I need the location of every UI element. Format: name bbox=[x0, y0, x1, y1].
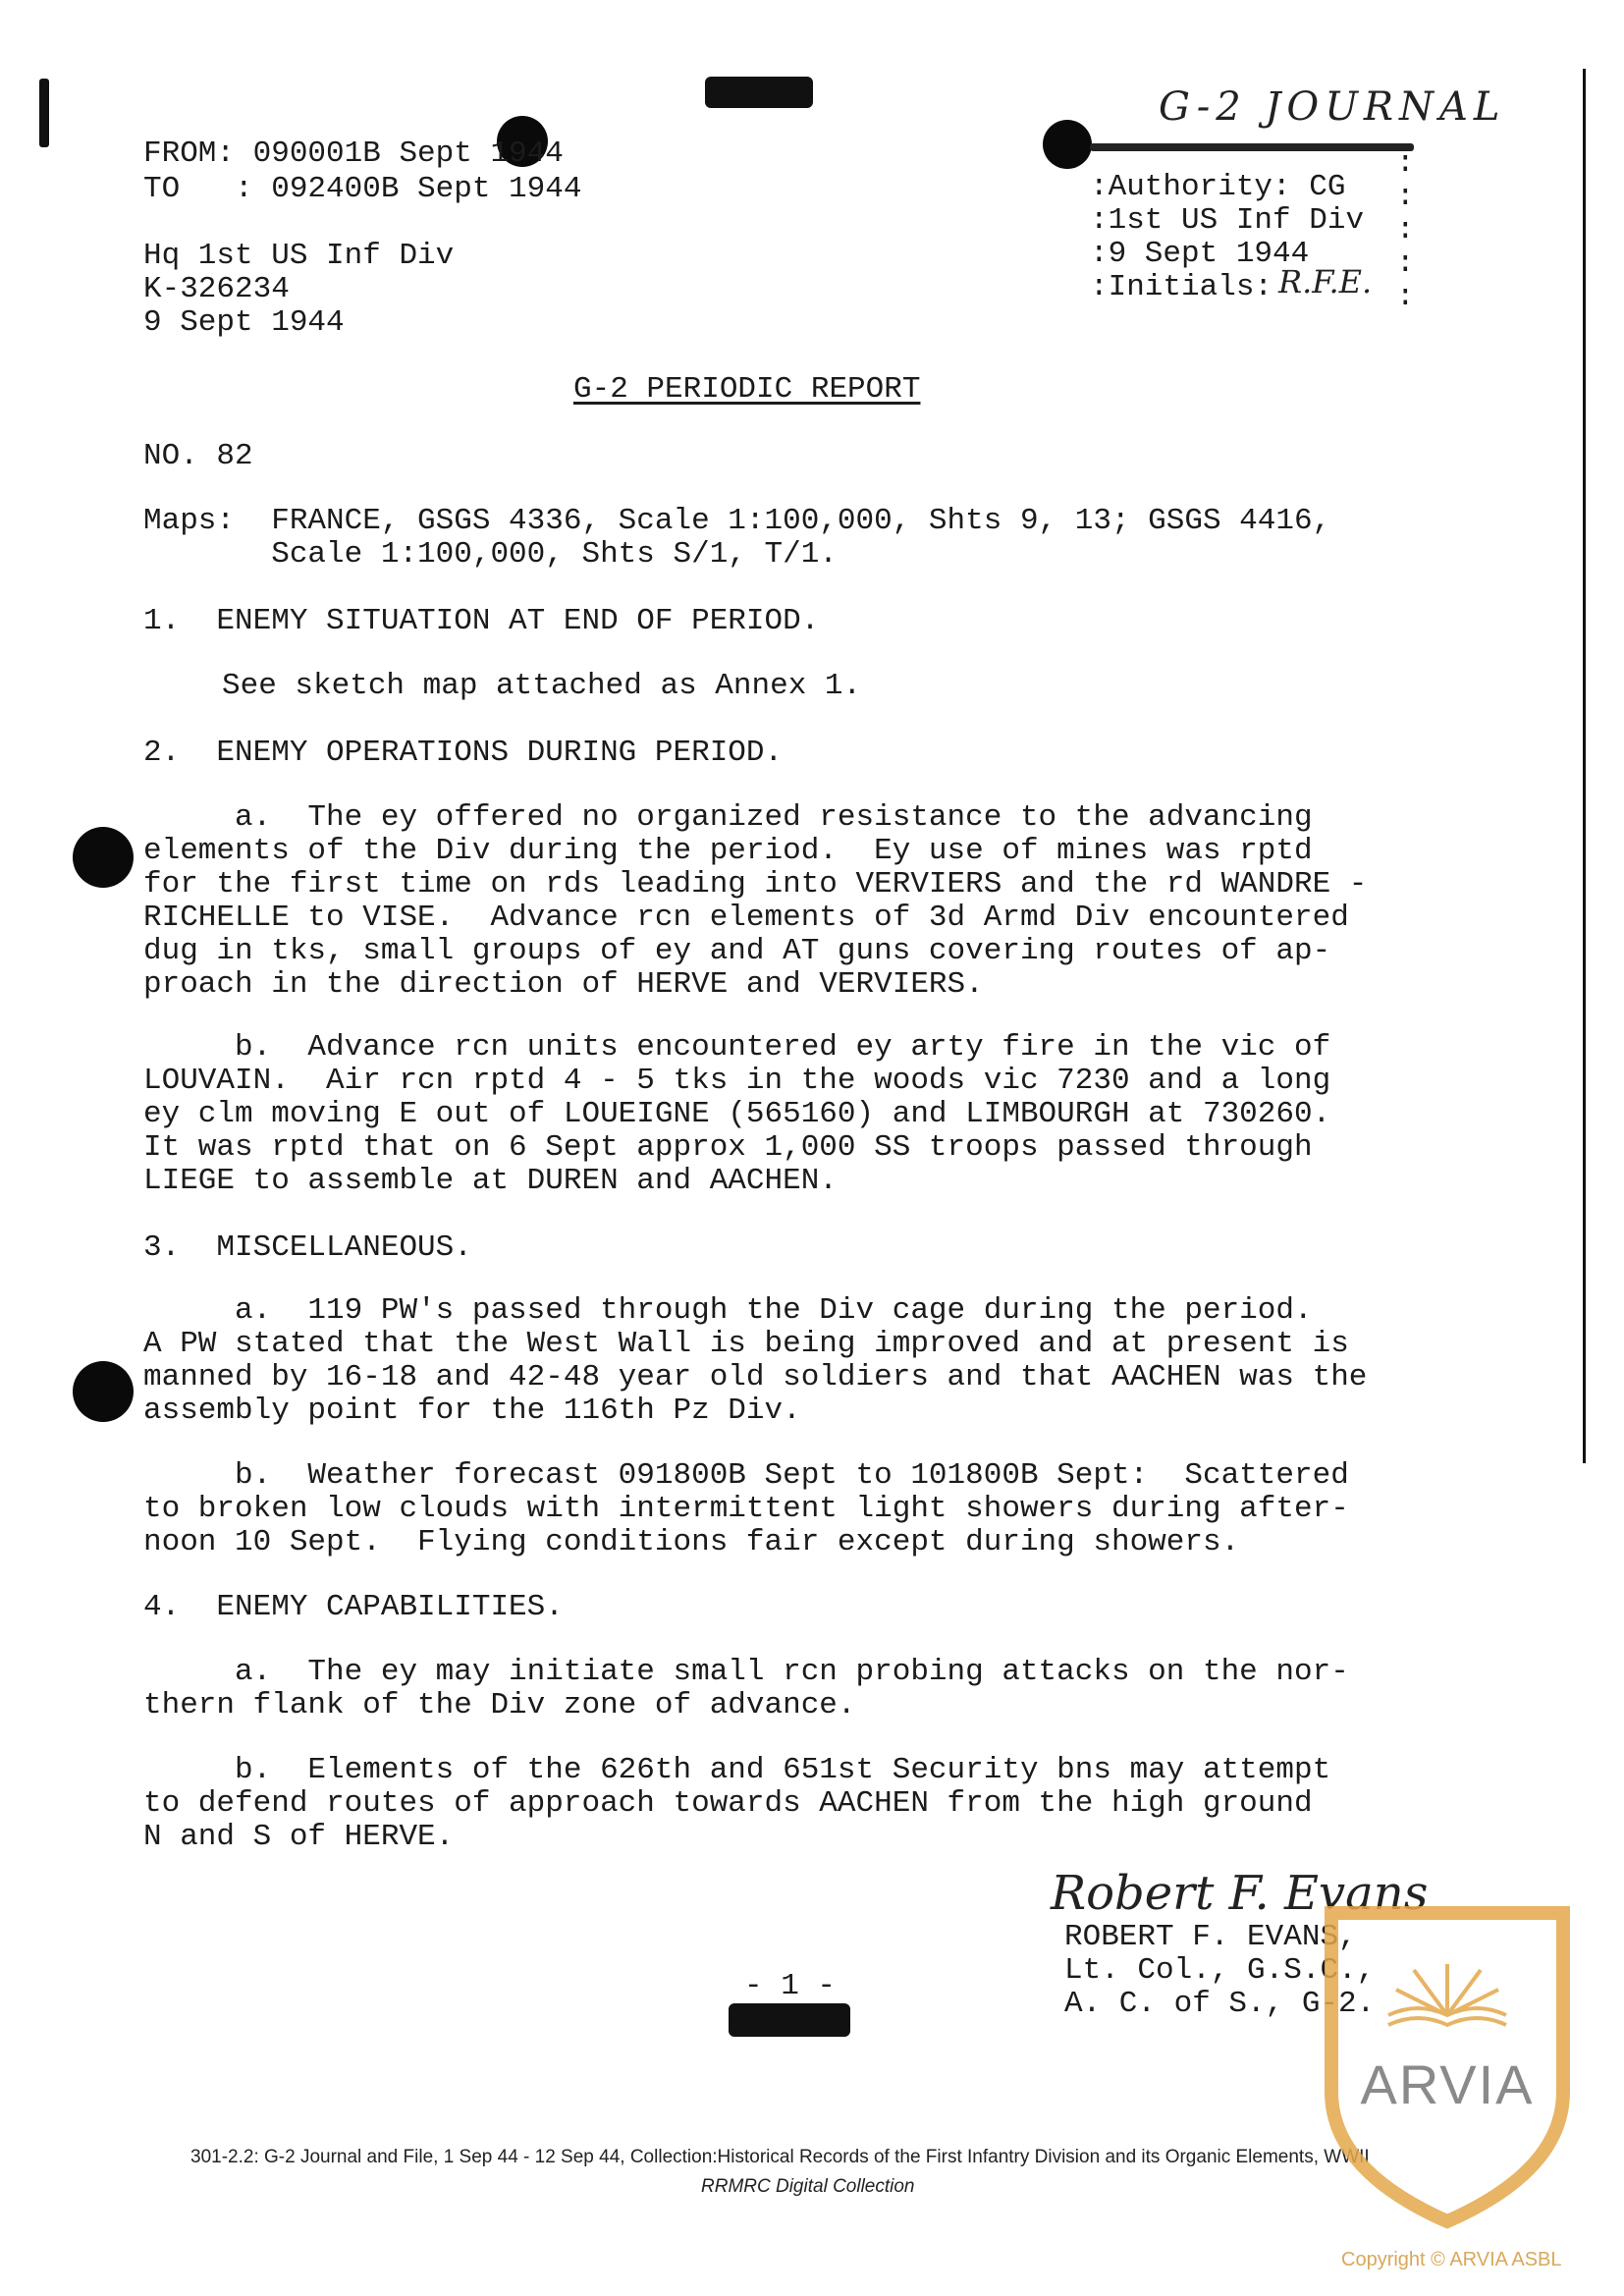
paragraph-line: b. Weather forecast 091800B Sept to 101800B Sept: Scattered bbox=[143, 1458, 1349, 1493]
paragraph-line: LIEGE to assemble at DUREN and AACHEN. bbox=[143, 1164, 838, 1198]
signature-name: ROBERT F. EVANS, bbox=[1064, 1920, 1357, 1954]
paragraph-line: dug in tks, small groups of ey and AT guns covering routes of ap- bbox=[143, 934, 1331, 968]
report-date: 9 Sept 1944 bbox=[143, 305, 345, 340]
paragraph-line: RICHELLE to VISE. Advance rcn elements of 3d Armd Div encountered bbox=[143, 901, 1349, 935]
paragraph-line: a. 119 PW's passed through the Div cage during the period. bbox=[143, 1293, 1313, 1328]
paragraph-line: for the first time on rds leading into VERVIERS and the rd WANDRE - bbox=[143, 867, 1368, 902]
signature-rank: Lt. Col., G.S.C., bbox=[1064, 1953, 1376, 1988]
classification-stamp bbox=[1090, 143, 1424, 314]
paragraph-line: b. Elements of the 626th and 651st Security bns may attempt bbox=[143, 1753, 1331, 1787]
stamp-date: :9 Sept 1944 bbox=[1090, 237, 1310, 271]
redaction-top bbox=[705, 77, 813, 108]
paragraph-line: A PW stated that the West Wall is being improved and at present is bbox=[143, 1327, 1349, 1361]
paragraph-line: to broken low clouds with intermittent light showers during after- bbox=[143, 1492, 1349, 1526]
punch-hole-lower bbox=[73, 1361, 134, 1422]
footer-citation: 301-2.2: G-2 Journal and File, 1 Sep 44 - 12 Sep 44, Collection:Historical Records of the First Infantry Division and its Organic Elements, WWII bbox=[190, 2147, 1370, 2167]
page-number: - 1 - bbox=[744, 1969, 837, 2003]
paragraph-line: N and S of HERVE. bbox=[143, 1820, 455, 1854]
paragraph-line: LOUVAIN. Air rcn rptd 4 - 5 tks in the woods vic 7230 and a long bbox=[143, 1064, 1331, 1098]
from-line: FROM: 090001B Sept 1944 bbox=[143, 137, 564, 171]
signature-handwritten: Robert F. Evans bbox=[1051, 1866, 1429, 1921]
paragraph-line: ey clm moving E out of LOUEIGNE (565160) and LIMBOURGH at 730260. bbox=[143, 1097, 1331, 1131]
headquarters: Hq 1st US Inf Div bbox=[143, 239, 455, 273]
paragraph-line: a. The ey offered no organized resistance to the advancing bbox=[143, 800, 1313, 835]
maps-line-1: Maps: FRANCE, GSGS 4336, Scale 1:100,000, Shts 9, 13; GSGS 4416, bbox=[143, 504, 1331, 538]
stamp-border-right: : : : : : bbox=[1396, 146, 1415, 314]
section-1-text: See sketch map attached as Annex 1. bbox=[222, 669, 862, 703]
report-title: G-2 PERIODIC REPORT bbox=[573, 372, 921, 407]
journal-handwritten-label: G-2 JOURNAL bbox=[1159, 84, 1506, 130]
to-line: TO : 092400B Sept 1944 bbox=[143, 172, 582, 206]
paragraph-line: proach in the direction of HERVE and VERVIERS. bbox=[143, 967, 984, 1002]
punch-hole-stamp bbox=[1043, 120, 1092, 169]
stamp-initials-value: R.F.E. bbox=[1278, 263, 1373, 301]
left-edge-mark bbox=[39, 79, 49, 147]
paragraph-line: b. Advance rcn units encountered ey arty fire in the vic of bbox=[143, 1030, 1331, 1065]
maps-line-2: Scale 1:100,000, Shts S/1, T/1. bbox=[143, 537, 838, 572]
paragraph-line: noon 10 Sept. Flying conditions fair except during showers. bbox=[143, 1525, 1240, 1559]
arvia-logo-text: ARVIA bbox=[1360, 2053, 1535, 2115]
signature-title: A. C. of S., G-2. bbox=[1064, 1987, 1376, 2021]
paragraph-line: to defend routes of approach towards AACHEN from the high ground bbox=[143, 1786, 1313, 1821]
redaction-bottom bbox=[729, 2003, 850, 2037]
grid-reference: K-326234 bbox=[143, 272, 290, 306]
paragraph-line: It was rptd that on 6 Sept approx 1,000 SS troops passed through bbox=[143, 1130, 1313, 1165]
section-1-heading: 1. ENEMY SITUATION AT END OF PERIOD. bbox=[143, 604, 820, 638]
paragraph-line: thern flank of the Div zone of advance. bbox=[143, 1688, 856, 1722]
copyright-notice: Copyright © ARVIA ASBL bbox=[1341, 2249, 1562, 2270]
punch-hole-middle bbox=[73, 827, 134, 888]
paragraph-line: assembly point for the 116th Pz Div. bbox=[143, 1394, 801, 1428]
arvia-watermark bbox=[1320, 1905, 1575, 2229]
footer-collection: RRMRC Digital Collection bbox=[701, 2176, 915, 2197]
paragraph-line: a. The ey may initiate small rcn probing attacks on the nor- bbox=[143, 1655, 1349, 1689]
section-2-heading: 2. ENEMY OPERATIONS DURING PERIOD. bbox=[143, 736, 784, 770]
stamp-initials-label: :Initials: bbox=[1090, 270, 1273, 304]
stamp-authority: :Authority: CG bbox=[1090, 170, 1346, 204]
section-3-heading: 3. MISCELLANEOUS. bbox=[143, 1230, 472, 1265]
section-4-heading: 4. ENEMY CAPABILITIES. bbox=[143, 1590, 564, 1624]
report-number: NO. 82 bbox=[143, 439, 253, 473]
paragraph-line: elements of the Div during the period. Ey use of mines was rptd bbox=[143, 834, 1313, 868]
right-edge-line bbox=[1583, 69, 1586, 1463]
stamp-unit: :1st US Inf Div bbox=[1090, 203, 1365, 238]
paragraph-line: manned by 16-18 and 42-48 year old soldiers and that AACHEN was the bbox=[143, 1360, 1368, 1394]
